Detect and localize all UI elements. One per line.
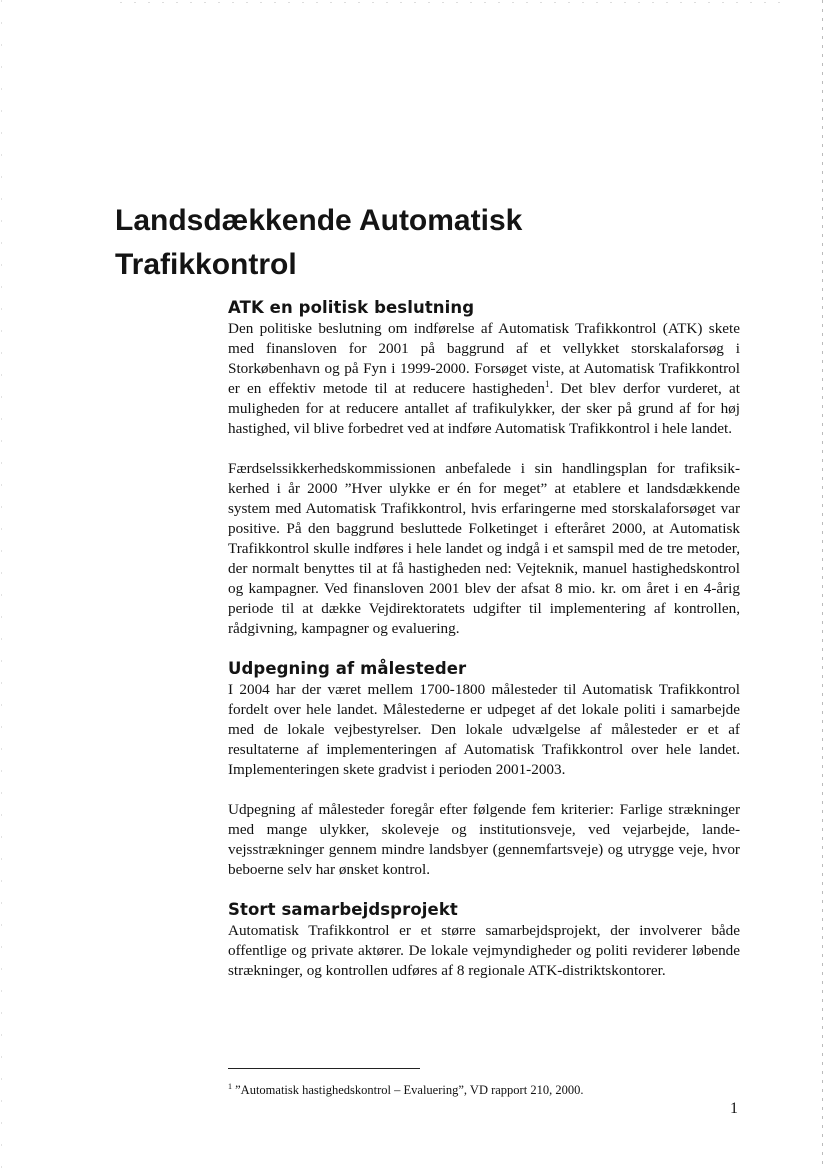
page-number: 1 xyxy=(730,1100,738,1117)
paragraph xyxy=(228,319,740,439)
section-heading-maalesteder: Udpegning af målesteder xyxy=(228,659,467,678)
paragraph: Automatisk Trafikkontrol er et større samarbejdsprojekt, der involverer både offentlige og private aktører. De lokale vejmyndigheder og politi reviderer løbende strækninger, og kontrollen udføres af 8 regionale ATK-distriktskontorer. xyxy=(228,922,740,979)
paragraph: Udpegning af målesteder foregår efter følgende fem kriterier: Farlige strækninger med mange ulykker, skoleveje og institutionsveje, ved vejarbejde, landevejsstrækninger gennem mindre landsbyer (gennemfartsveje) og utrygge veje, hvor beboerne selv har ønsket kontrol. xyxy=(228,801,740,878)
paragraph-text: Den politiske beslutning om indførelse af Automatisk Trafikkontrol (ATK) skete med finansloven for 2001 på baggrund af et vellykket storskalaforsøg i Storkøbenhavn og på Fyn i 1999-2000. Forsøget viste, at Automatisk Trafikkontrol er en effektiv metode til at reducere hastigheden xyxy=(228,320,740,397)
footnote-reference: 1 xyxy=(544,378,550,389)
paragraph: Færdselssikkerhedskommissionen anbefalede i sin handlingsplan for trafiksikkerhed i år 2000 ”Hver ulykke er én for meget” at etablere et landsdækkende system med Automatisk Trafikkontrol, hvis erfaringerne med storskalaforsøget var positive. På den baggrund besluttede Folketinget i efteråret 2000, at Automatisk Trafikkontrol skulle indføres i hele landet og indgå i et samspil med de tre metoder, der normalt benyttes til at få hastigheden ned: Vejteknik, manuel hastighedskontrol og kampagner. Ved finansloven 2001 blev der afsat 8 mio. kr. om året i en 4-årig periode til at dække Vejdirektoratets udgifter til implementering af kontrollen, rådgivning, kampagner og evaluering. xyxy=(228,460,740,637)
paragraph: I 2004 har der været mellem 1700-1800 målesteder til Automatisk Trafikkontrol fordelt over hele landet. Målestederne er udpeget af det lokale politi i samarbejde med de lokale vejbestyrelser. Den lokale udvælgelse af målesteder er et af resultaterne af implementeringen af Automatisk Trafikkontrol over hele landet. Implementeringen skete gradvist i perioden 2001-2003. xyxy=(228,681,740,778)
scan-edge-left xyxy=(1,0,2,1169)
section-heading-samarbejde: Stort samarbejdsprojekt xyxy=(228,900,458,919)
main-content xyxy=(228,298,740,981)
footnote-divider xyxy=(228,1068,420,1069)
section-heading-atk: ATK en politisk beslutning xyxy=(228,298,475,317)
page-title: Landsdækkende Automatisk Trafikkontrol xyxy=(115,204,523,281)
scan-edge-right xyxy=(822,0,823,1169)
scan-edge-top xyxy=(120,2,780,3)
footnote-text: ”Automatisk hastighedskontrol – Evaluering”, VD rapport 210, 2000. xyxy=(232,1083,584,1097)
footnote-marker: 1 xyxy=(228,1081,232,1091)
paragraph-text-continued: . Det blev derfor vurderet, at muligheden for at reducere antallet af trafikulykker, der sker på grund af for høj hastighed, vil blive forbedret ved at indføre Automatisk Trafikkontrol i hele landet. xyxy=(228,380,740,437)
footnote xyxy=(228,1082,728,1098)
